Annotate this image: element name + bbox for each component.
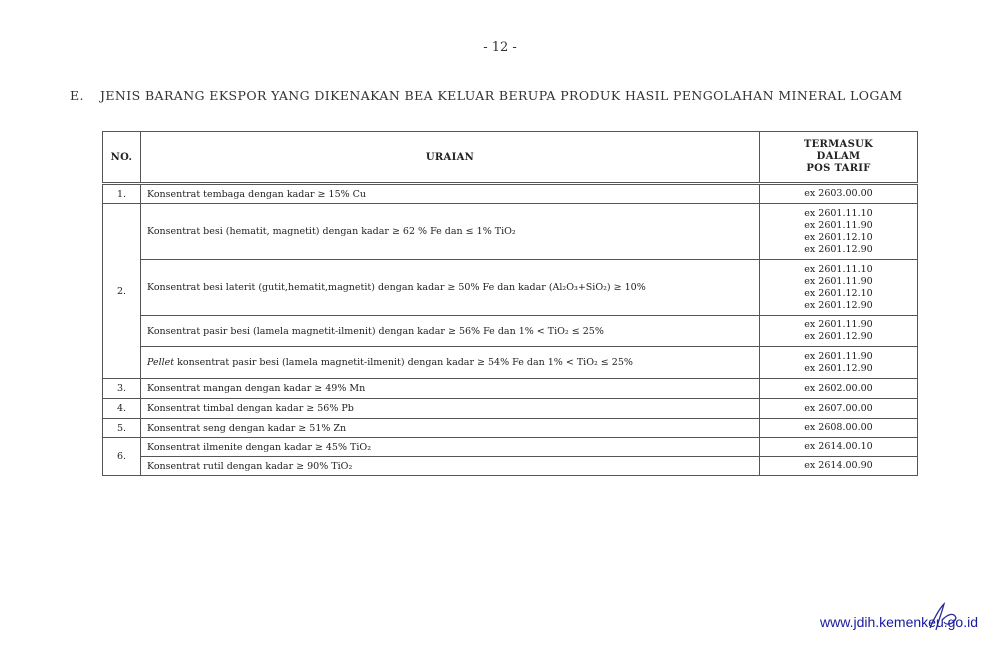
row-pos: ex 2603.00.00 xyxy=(760,184,918,204)
row-pos: ex 2614.00.90 xyxy=(760,457,918,476)
table-row xyxy=(103,457,918,476)
row-pos: ex 2601.11.90 ex 2601.12.90 xyxy=(760,347,918,379)
table-row xyxy=(103,419,918,438)
header-no: NO. xyxy=(103,132,141,184)
row-no: 5. xyxy=(103,419,141,438)
row-pos: ex 2607.00.00 xyxy=(760,399,918,419)
table-row xyxy=(103,399,918,419)
section-title: JENIS BARANG EKSPOR YANG DIKENAKAN BEA KELUAR BERUPA PRODUK HASIL PENGOLAHAN MINERAL LOGAM xyxy=(100,88,903,103)
row-desc: Konsentrat pasir besi (lamela magnetit-ilmenit) dengan kadar ≥ 56% Fe dan 1% < TiO₂ ≤ 25% xyxy=(141,316,760,347)
row-desc: Konsentrat mangan dengan kadar ≥ 49% Mn xyxy=(141,379,760,399)
row-pos: ex 2601.11.10 ex 2601.11.90 ex 2601.12.10 ex 2601.12.90 xyxy=(760,260,918,316)
row-desc: Konsentrat tembaga dengan kadar ≥ 15% Cu xyxy=(141,184,760,204)
table-row xyxy=(103,379,918,399)
row-no: 3. xyxy=(103,379,141,399)
row-no: 2. xyxy=(103,204,141,379)
page-number: - 12 - xyxy=(483,40,517,55)
row-desc: Konsentrat rutil dengan kadar ≥ 90% TiO₂ xyxy=(141,457,760,476)
table-row xyxy=(103,438,918,457)
table-row xyxy=(103,184,918,204)
header-pos: TERMASUK DALAM POS TARIF xyxy=(760,132,918,184)
row-desc: Konsentrat ilmenite dengan kadar ≥ 45% TiO₂ xyxy=(141,438,760,457)
export-goods-table xyxy=(102,131,918,476)
row-pos: ex 2608.00.00 xyxy=(760,419,918,438)
table-row xyxy=(103,316,918,347)
italic-term: Pellet xyxy=(147,357,175,368)
header-desc: URAIAN xyxy=(141,132,760,184)
website-link[interactable]: www.jdih.kemenkeu.go.id xyxy=(820,614,978,630)
row-no: 1. xyxy=(103,184,141,204)
table-row xyxy=(103,260,918,316)
row-pos: ex 2601.11.10 ex 2601.11.90 ex 2601.12.10 ex 2601.12.90 xyxy=(760,204,918,260)
row-desc: Konsentrat timbal dengan kadar ≥ 56% Pb xyxy=(141,399,760,419)
row-desc: Konsentrat seng dengan kadar ≥ 51% Zn xyxy=(141,419,760,438)
row-pos: ex 2601.11.90 ex 2601.12.90 xyxy=(760,316,918,347)
section-letter: E. xyxy=(70,88,84,103)
table-header-row xyxy=(103,132,918,184)
table-row xyxy=(103,204,918,260)
table-row xyxy=(103,347,918,379)
section-heading xyxy=(70,88,902,103)
row-no: 6. xyxy=(103,438,141,476)
row-desc: Pellet konsentrat pasir besi (lamela magnetit-ilmenit) dengan kadar ≥ 54% Fe dan 1% < TiO₂ ≤ 25% xyxy=(141,347,760,379)
row-pos: ex 2614.00.10 xyxy=(760,438,918,457)
row-desc: Konsentrat besi laterit (gutit,hematit,magnetit) dengan kadar ≥ 50% Fe dan kadar (Al₂O₃+SiO₂) ≥ 10% xyxy=(141,260,760,316)
row-pos: ex 2602.00.00 xyxy=(760,379,918,399)
row-desc: Konsentrat besi (hematit, magnetit) dengan kadar ≥ 62 % Fe dan ≤ 1% TiO₂ xyxy=(141,204,760,260)
row-no: 4. xyxy=(103,399,141,419)
